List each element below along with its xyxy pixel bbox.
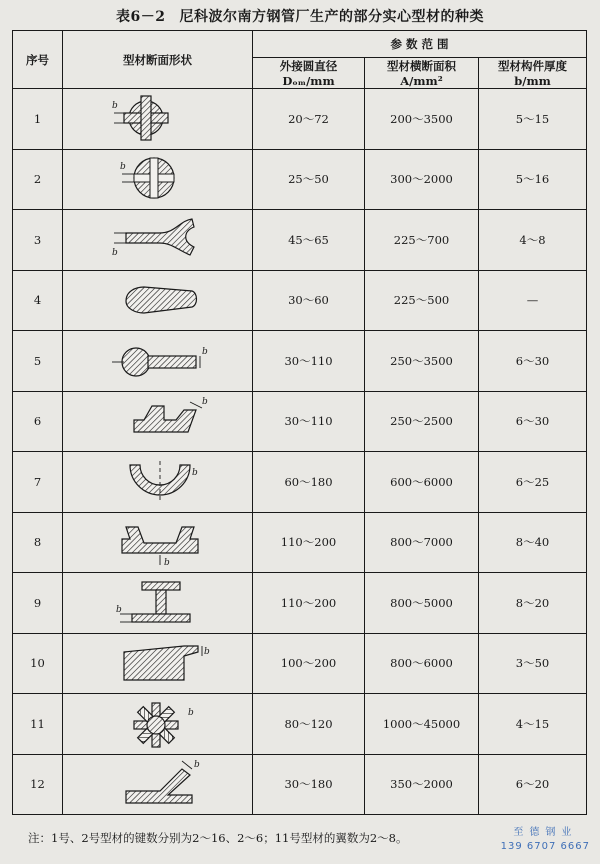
thickness-range: 8～20	[479, 573, 587, 634]
area-range: 250～2500	[365, 391, 479, 452]
diameter-range: 45～65	[253, 210, 365, 271]
footnote: 注：1号、2号型材的键数分别为2～16、2～6；11号型材的翼数为2～8。	[28, 831, 408, 845]
svg-text:b: b	[191, 467, 198, 478]
watermark-phone: 139 6707 6667	[500, 841, 590, 852]
thickness-range: 5～15	[479, 89, 587, 150]
thickness-range: 4～8	[479, 210, 587, 271]
diameter-range: 30～110	[253, 391, 365, 452]
area-range: 800～6000	[365, 633, 479, 694]
profile-shape-cell	[63, 331, 253, 392]
table-caption: 尼科波尔南方钢管厂生产的部分实心型材的种类	[179, 9, 484, 25]
table-row	[13, 89, 587, 150]
watermark-company: 至德钢业	[513, 827, 578, 838]
area-range: 300～2000	[365, 149, 479, 210]
table-row	[13, 331, 587, 392]
profile-shape-round-with-keyways	[64, 150, 252, 208]
profile-shape-cell	[63, 89, 253, 150]
row-number: 11	[13, 694, 63, 755]
profile-shape-cell	[63, 512, 253, 573]
header-params: 参 数 范 围	[253, 31, 587, 58]
row-number: 7	[13, 452, 63, 513]
header-area: 型材横断面积 A/mm²	[365, 58, 479, 89]
thickness-range: 6～25	[479, 452, 587, 513]
profile-shape-cell	[63, 754, 253, 815]
svg-text:b: b	[201, 346, 208, 357]
profile-shape-i-beam	[64, 574, 252, 632]
header-thickness: 型材构件厚度 b/mm	[479, 58, 587, 89]
profile-shape-fork	[64, 211, 252, 269]
thickness-range: 6～30	[479, 331, 587, 392]
thickness-range: 4～15	[479, 694, 587, 755]
row-number: 4	[13, 270, 63, 331]
svg-text:b: b	[201, 397, 208, 408]
diameter-range: 30～60	[253, 270, 365, 331]
profile-shape-cell	[63, 149, 253, 210]
diameter-range: 60～180	[253, 452, 365, 513]
table-row	[13, 391, 587, 452]
profile-shape-cell	[63, 694, 253, 755]
thickness-range: 6～20	[479, 754, 587, 815]
thickness-range: 6～30	[479, 391, 587, 452]
diameter-range: 25～50	[253, 149, 365, 210]
diameter-range: 110～200	[253, 512, 365, 573]
watermark	[501, 826, 590, 854]
profile-shape-star-fins	[64, 695, 252, 753]
diameter-range: 100～200	[253, 633, 365, 694]
header-seq: 序号	[13, 31, 63, 89]
thickness-range: —	[479, 270, 587, 331]
profile-shape-arc-channel	[64, 453, 252, 511]
area-range: 200～3500	[365, 89, 479, 150]
diameter-range: 110～200	[253, 573, 365, 634]
profile-shape-cell	[63, 633, 253, 694]
diameter-range: 80～120	[253, 694, 365, 755]
header-diameter: 外接圆直径 Dₒₘ/mm	[253, 58, 365, 89]
table-row	[13, 573, 587, 634]
svg-text:b: b	[111, 247, 118, 258]
table-row	[13, 210, 587, 271]
area-range: 250～3500	[365, 331, 479, 392]
profile-shape-round-with-keys	[64, 90, 252, 148]
table-row	[13, 512, 587, 573]
profile-shape-taper-bar	[64, 634, 252, 692]
profile-shape-cell	[63, 573, 253, 634]
svg-text:b: b	[119, 162, 126, 173]
profile-shape-cell	[63, 452, 253, 513]
svg-text:b: b	[163, 558, 170, 569]
table-row	[13, 149, 587, 210]
area-range: 1000～45000	[365, 694, 479, 755]
table-row	[13, 452, 587, 513]
area-range: 350～2000	[365, 754, 479, 815]
diameter-range: 30～110	[253, 331, 365, 392]
profile-shape-angled-web	[64, 755, 252, 813]
diameter-range: 30～180	[253, 754, 365, 815]
profile-shape-trough	[64, 513, 252, 571]
profile-shape-cell	[63, 270, 253, 331]
row-number: 3	[13, 210, 63, 271]
thickness-range: 8～40	[479, 512, 587, 573]
row-number: 1	[13, 89, 63, 150]
table-number: 表6－2	[116, 9, 166, 25]
profile-shape-teardrop	[64, 271, 252, 329]
profile-shape-stepped-channel	[64, 392, 252, 450]
thickness-range: 3～50	[479, 633, 587, 694]
diameter-range: 20～72	[253, 89, 365, 150]
thickness-range: 5～16	[479, 149, 587, 210]
row-number: 12	[13, 754, 63, 815]
profile-shape-cell	[63, 391, 253, 452]
table-row	[13, 633, 587, 694]
svg-text:b: b	[193, 760, 200, 771]
area-range: 225～700	[365, 210, 479, 271]
svg-text:b: b	[111, 100, 118, 111]
row-number: 5	[13, 331, 63, 392]
table-row	[13, 270, 587, 331]
area-range: 225～500	[365, 270, 479, 331]
profile-shape-round-with-tail	[64, 332, 252, 390]
header-shape: 型材断面形状	[63, 31, 253, 89]
row-number: 9	[13, 573, 63, 634]
row-number: 2	[13, 149, 63, 210]
row-number: 8	[13, 512, 63, 573]
row-number: 6	[13, 391, 63, 452]
svg-text:b: b	[115, 604, 122, 615]
table-title	[0, 6, 600, 26]
area-range: 800～5000	[365, 573, 479, 634]
row-number: 10	[13, 633, 63, 694]
table-row	[13, 754, 587, 815]
area-range: 600～6000	[365, 452, 479, 513]
area-range: 800～7000	[365, 512, 479, 573]
profile-shape-cell	[63, 210, 253, 271]
svg-text:b: b	[203, 647, 210, 658]
table-row	[13, 694, 587, 755]
svg-text:b: b	[187, 707, 194, 718]
profile-table	[12, 30, 587, 815]
